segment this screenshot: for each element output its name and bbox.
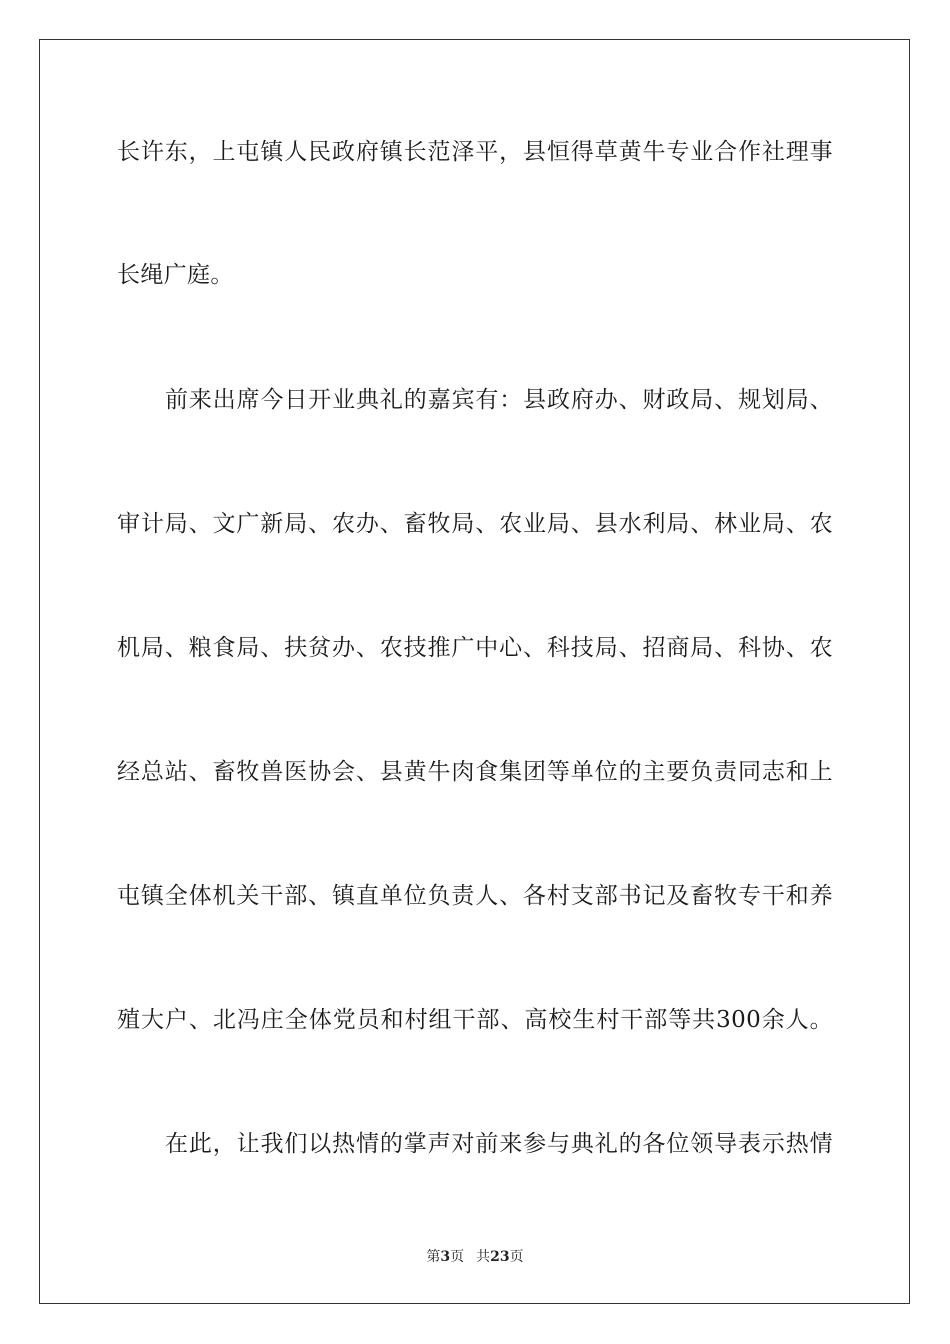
paragraph-line-1: 长许东，上屯镇人民政府镇长范泽平，县恒得草黄牛专业合作社理事 xyxy=(117,139,833,165)
paragraph-line-2: 长绳广庭。 xyxy=(117,262,234,288)
paragraph-line-5: 机局、粮食局、扶贫办、农技推广中心、科技局、招商局、科协、农 xyxy=(117,635,833,661)
page-border xyxy=(39,39,910,1304)
footer-page-suffix: 页 xyxy=(450,1249,465,1265)
footer-page-current: 3 xyxy=(440,1249,451,1265)
paragraph-line-9: 在此，让我们以热情的掌声对前来参与典礼的各位领导表示热情 xyxy=(165,1131,833,1157)
paragraph-line-8: 殖大户、北冯庄全体党员和村组干部、高校生村干部等共300余人。 xyxy=(117,1007,833,1033)
footer-total-prefix: 共 xyxy=(476,1249,491,1265)
footer-page-prefix: 第 xyxy=(426,1249,441,1265)
footer-total-suffix: 页 xyxy=(509,1249,524,1265)
footer-page-total: 23 xyxy=(490,1249,510,1265)
paragraph-line-7: 屯镇全体机关干部、镇直单位负责人、各村支部书记及畜牧专干和养 xyxy=(117,883,833,909)
paragraph-line-3: 前来出席今日开业典礼的嘉宾有：县政府办、财政局、规划局、 xyxy=(165,387,833,413)
paragraph-line-6: 经总站、畜牧兽医协会、县黄牛肉食集团等单位的主要负责同志和上 xyxy=(117,759,833,785)
page-footer xyxy=(0,1248,950,1266)
paragraph-line-4: 审计局、文广新局、农办、畜牧局、农业局、县水利局、林业局、农 xyxy=(117,511,833,537)
